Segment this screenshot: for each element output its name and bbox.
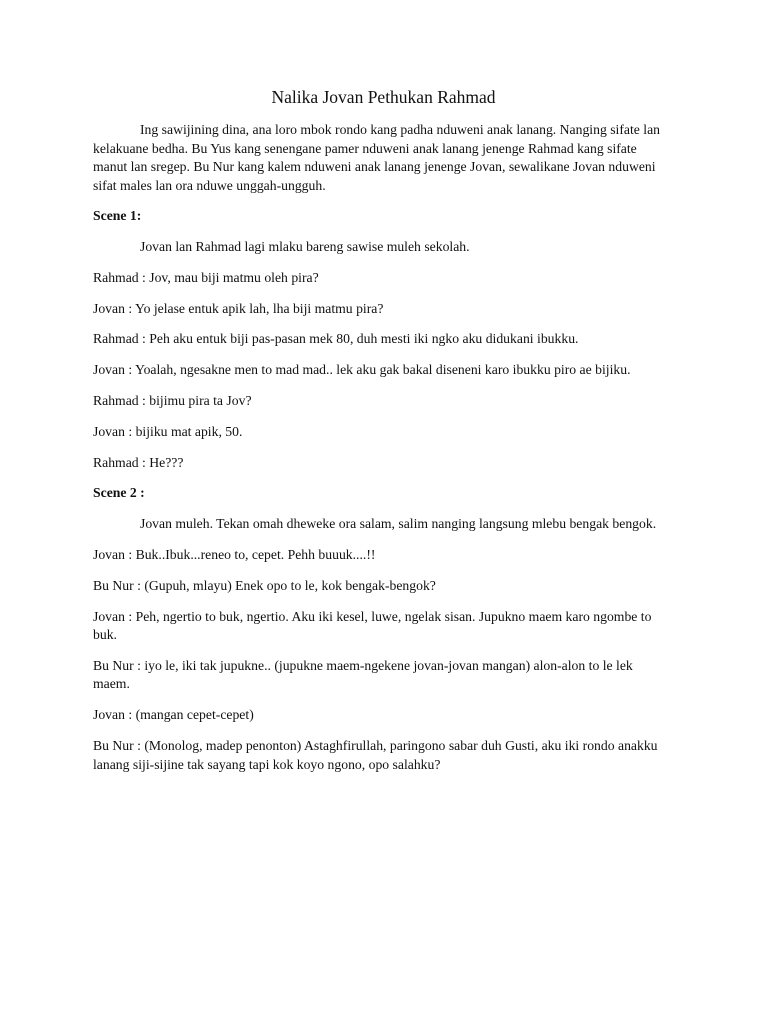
- narration-paragraph: Jovan lan Rahmad lagi mlaku bareng sawise muleh sekolah.: [140, 239, 470, 255]
- dialogue-line: Bu Nur : (Monolog, madep penonton) Astaghfirullah, paringono sabar duh Gusti, aku iki rondo anakku lanang siji-sijine tak sayang tapi kok koyo ngono, opo salahku?: [93, 738, 658, 772]
- dialogue-line: Rahmad : Jov, mau biji matmu oleh pira?: [93, 269, 319, 285]
- dialogue-line: Bu Nur : (Gupuh, mlayu) Enek opo to le, kok bengak-bengok?: [93, 577, 436, 593]
- scene-heading: Scene 2 :: [93, 485, 145, 501]
- document-title: Nalika Jovan Pethukan Rahmad: [271, 87, 496, 107]
- narration-paragraph: Jovan muleh. Tekan omah dheweke ora salam, salim nanging langsung mlebu bengak bengok.: [140, 516, 657, 532]
- dialogue-line: Jovan : (mangan cepet-cepet): [93, 707, 254, 723]
- dialogue-line: Jovan : Yo jelase entuk apik lah, lha biji matmu pira?: [93, 300, 384, 316]
- dialogue-line: Rahmad : Peh aku entuk biji pas-pasan mek 80, duh mesti iki ngko aku didukani ibukku.: [93, 331, 579, 347]
- dialogue-line: Jovan : Buk..Ibuk...reneo to, cepet. Pehh buuuk....!!: [93, 547, 376, 563]
- dialogue-line: Jovan : Peh, ngertio to buk, ngertio. Aku iki kesel, luwe, ngelak sisan. Jupukno maem karo ngombe to buk.: [93, 608, 652, 643]
- dialogue-line: Bu Nur : iyo le, iki tak jupukne.. (jupukne maem-ngekene jovan-jovan mangan) alon-alon to le lek maem.: [93, 657, 633, 692]
- scene-heading: Scene 1:: [93, 208, 142, 224]
- narration-paragraph: Ing sawijining dina, ana loro mbok rondo kang padha nduweni anak lanang. Nanging sifate lan kelakuane bedha. Bu Yus kang senengane pamer nduweni anak lanang jenenge Rahmad kang sifate manut lan sregep. Bu Nur kang kalem nduweni anak lanang jenenge Jovan, sewalikane Jovan nduweni sifat males lan ora nduwe unggah-ungguh.: [93, 122, 660, 193]
- dialogue-line: Jovan : bijiku mat apik, 50.: [93, 423, 243, 439]
- dialogue-line: Rahmad : He???: [93, 454, 184, 470]
- dialogue-line: Rahmad : bijimu pira ta Jov?: [93, 393, 252, 409]
- dialogue-line: Jovan : Yoalah, ngesakne men to mad mad.. lek aku gak bakal diseneni karo ibukku piro ae bijiku.: [93, 362, 631, 378]
